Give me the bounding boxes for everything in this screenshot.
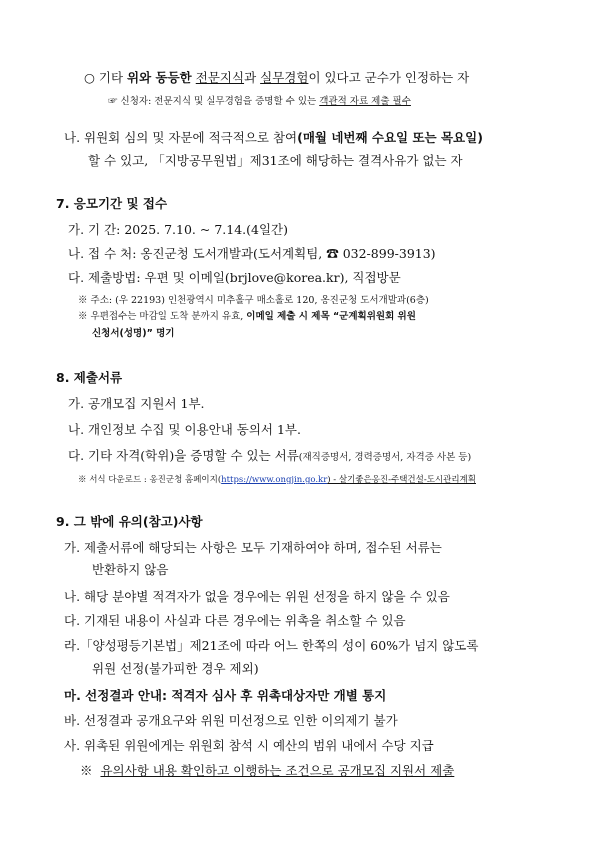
- download-note-text: ※ 서식 다운로드 : 옹진군청 홈페이지(: [78, 475, 222, 485]
- section-9-ra: 라.「양성평등기본법」제21조에 따라 어느 한쪽의 성이 60%가 넘지 않도록: [64, 638, 479, 653]
- requirement-na-line2: 할 수 있고, 「지방공무원법」제31조에 해당하는 결격사유가 없는 자: [88, 153, 463, 168]
- section-9-ra-line2: 위원 선정(불가피한 경우 제외): [92, 661, 259, 676]
- section-8-download-note: [78, 474, 476, 486]
- note-mark-icon: ※: [80, 763, 93, 778]
- section-9-final-note: [80, 763, 454, 779]
- section-9-na: 나. 해당 분야별 적격자가 없을 경우에는 위원 선정을 하지 않을 수 있음: [64, 589, 450, 604]
- section-7-address-note: ※ 주소: (우 22193) 인천광역시 미추홀구 매소홀로 120, 옹진군청 도서개발과(6층): [78, 295, 429, 306]
- applicant-note: [108, 95, 411, 108]
- text-underlined-experience: 실무경험: [260, 70, 309, 85]
- text-bold-equivalent: 위와 동등한: [127, 70, 192, 85]
- circle-bullet-icon: ○: [84, 70, 95, 85]
- download-path: ) - 살기좋은옹진-주택건설-도시관리계획: [327, 475, 476, 485]
- documents-examples: (재직증명서, 경력증명서, 자격증 사본 등): [298, 452, 472, 463]
- item-text: 나.: [64, 130, 81, 145]
- mail-note-text: ※ 우편접수는 마감일 도착 분까지 유효,: [78, 311, 247, 322]
- pointing-hand-icon: ☞: [108, 96, 118, 107]
- section-7-mail-note: [78, 310, 416, 323]
- section-9-sa: 사. 위촉된 위원에게는 위원회 참석 시 예산의 범위 내에서 수당 지급: [64, 738, 434, 753]
- note-text: 신청자: 전문지식 및 실무경험을 증명할 수 있는: [117, 96, 320, 107]
- text-part: 이 있다고 군수가 인정하는 자: [308, 70, 470, 85]
- text-underlined-knowledge: 전문지식: [195, 70, 245, 85]
- section-9-title: 9. 그 밖에 유의(참고)사항: [56, 514, 203, 529]
- section-9-ga-line2: 반환하지 않음: [92, 562, 169, 577]
- homepage-link[interactable]: https://www.ongjin.go.kr: [221, 475, 328, 485]
- section-7-period: 가. 기 간: 2025. 7.10. ~ 7.14.(4일간): [68, 222, 288, 237]
- section-7-mail-note-line2: 신청서(성명)” 명기: [92, 328, 175, 339]
- note-underlined-text: 객관적 자료 제출 필수: [319, 96, 411, 107]
- mail-note-bold: 이메일 제출 시 제목 “군계획위원회 위원: [246, 311, 416, 322]
- section-9-ga: 가. 제출서류에 해당되는 사항은 모두 기재하여야 하며, 접수된 서류는: [64, 540, 442, 555]
- section-7-method: 다. 제출방법: 우편 및 이메일(brjlove@korea.kr), 직접방문: [68, 270, 401, 285]
- section-8-privacy-consent: 나. 개인정보 수집 및 이용안내 동의서 1부.: [68, 422, 301, 437]
- section-8-title: 8. 제출서류: [56, 370, 123, 385]
- documents-text: 다. 기타 자격(학위)을 증명할 수 있는 서류: [68, 448, 299, 463]
- text-part: 과: [244, 70, 261, 85]
- section-7-title: 7. 응모기간 및 접수: [56, 196, 168, 211]
- qualification-other-item: [84, 70, 469, 86]
- section-9-da: 다. 기재된 내용이 사실과 다른 경우에는 위촉을 취소할 수 있음: [64, 613, 406, 628]
- section-9-ma: 마. 선정결과 안내: 적격자 심사 후 위촉대상자만 개별 통지: [64, 688, 387, 703]
- final-note-text: 유의사항 내용 확인하고 이행하는 조건으로 공개모집 지원서 제출: [100, 763, 455, 778]
- text-part: 기타: [98, 70, 128, 85]
- section-7-receiver: 나. 접 수 처: 옹진군청 도서개발과(도서계획팀, ☎ 032-899-3913): [68, 246, 436, 261]
- section-9-ba: 바. 선정결과 공개요구와 위원 미선정으로 인한 이의제기 불가: [64, 713, 398, 728]
- section-8-other-documents: [68, 448, 471, 464]
- item-text: 위원회 심의 및 자문에 적극적으로 참여: [80, 130, 298, 145]
- section-8-application-form: 가. 공개모집 지원서 1부.: [68, 396, 205, 411]
- meeting-schedule-bold: (매월 네번째 수요일 또는 목요일): [297, 130, 483, 145]
- requirement-na: [64, 130, 483, 146]
